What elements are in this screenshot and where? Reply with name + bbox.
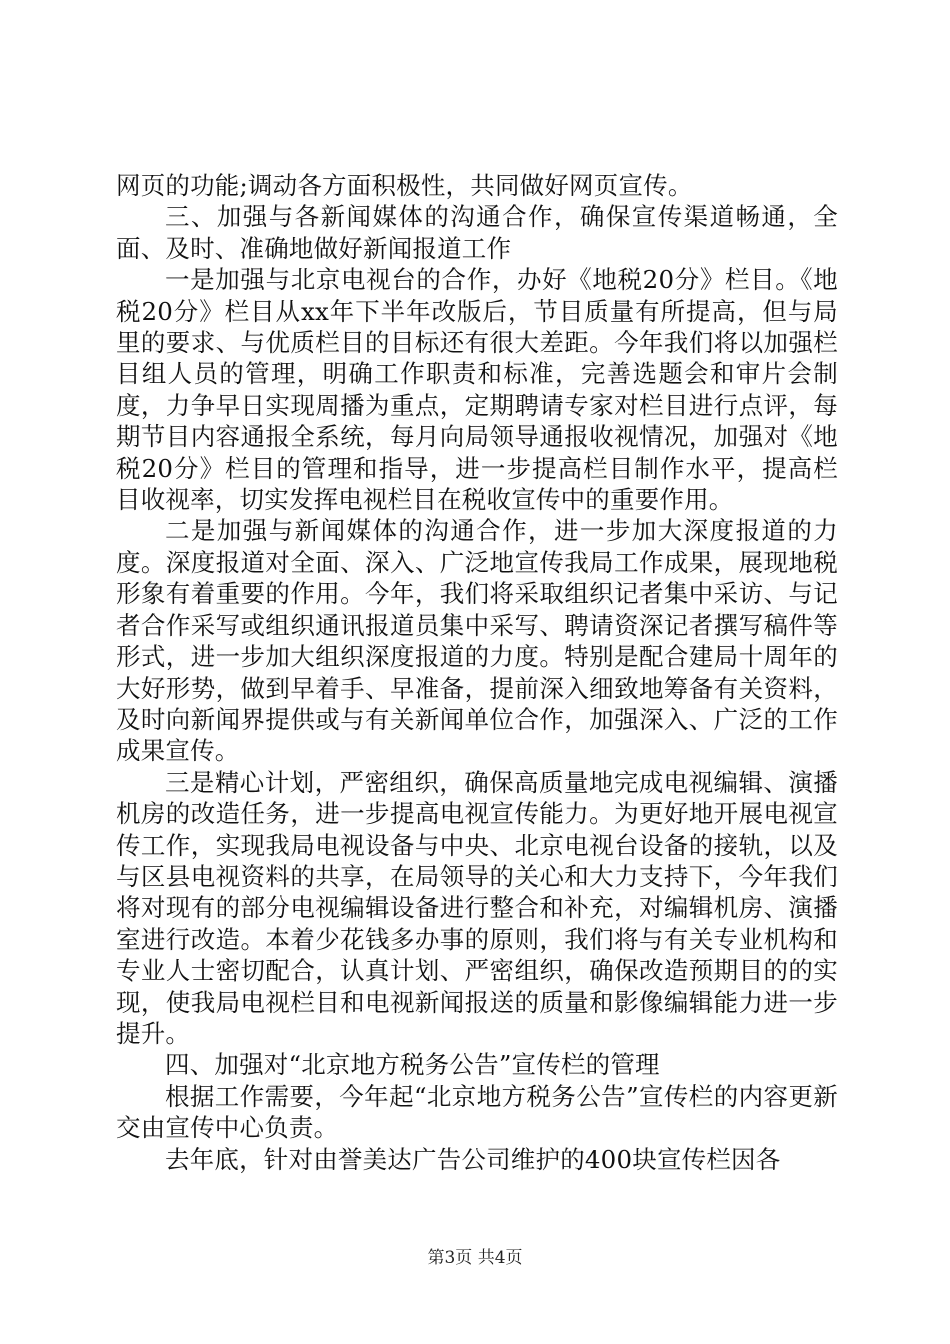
section-heading-4: 四、加强对“北京地方税务公告”宣传栏的管理 (165, 1050, 660, 1080)
section-heading-3: 三、加强与各新闻媒体的沟通合作，确保宣传渠道畅通，全面、及时、准确地做好新闻报道工作 (116, 202, 838, 263)
paragraph-1: 网页的功能;调动各方面积极性，共同做好网页宣传。 (116, 171, 693, 200)
document-body (116, 170, 838, 1175)
paragraph-studio-renovation: 三是精心计划，严密组织，确保高质量地完成电视编辑、演播机房的改造任务，进一步提高电视宣传能力。为更好地开展电视宣传工作，实现我局电视设备与中央、北京电视台设备的接轨，以及与区县电视资料的共享，在局领导的关心和大力支持下，今年我们将对现有的部分电视编辑设备进行整合和补充，对编辑机房、演播室进行改造。本着少花钱多办事的原则，我们将与有关专业机构和专业人士密切配合，认真计划、严密组织，确保改造预期目的的实现，使我局电视栏目和电视新闻报送的质量和影像编辑能力进一步提升。 (116, 767, 838, 1048)
paragraph-tv-cooperation: 一是加强与北京电视台的合作，办好《地税20分》栏目。《地税20分》栏目从xx年下半年改版后，节目质量有所提高，但与局里的要求、与优质栏目的目标还有很大差距。今年我们将以加强栏目组人员的管理，明确工作职责和标准，完善选题会和审片会制度，力争早日实现周播为重点，定期聘请专家对栏目进行点评，每期节目内容通报全系统，每月向局领导通报收视情况，加强对《地税20分》栏目的管理和指导，进一步提高栏目制作水平，提高栏目收视率，切实发挥电视栏目在税收宣传中的重要作用。 (116, 265, 838, 515)
page-footer: 第3页 共4页 (427, 1248, 523, 1268)
paragraph-bulletin-board: 根据工作需要，今年起“北京地方税务公告”宣传栏的内容更新交由宣传中心负责。 (116, 1081, 838, 1143)
paragraph-last-year: 去年底，针对由誉美达广告公司维护的400块宣传栏因各 (165, 1144, 781, 1174)
paragraph-media-cooperation: 二是加强与新闻媒体的沟通合作，进一步加大深度报道的力度。深度报道对全面、深入、广泛地宣传我局工作成果，展现地税形象有着重要的作用。今年，我们将采取组织记者集中采访、与记者合作采写或组织通讯报道员集中采写、聘请资深记者撰写稿件等形式，进一步加大组织深度报道的力度。特别是配合建局十周年的大好形势，做到早着手、早准备，提前深入细致地筹备有关资料，及时向新闻界提供或与有关新闻单位合作，加强深入、广泛的工作成果宣传。 (116, 516, 838, 766)
